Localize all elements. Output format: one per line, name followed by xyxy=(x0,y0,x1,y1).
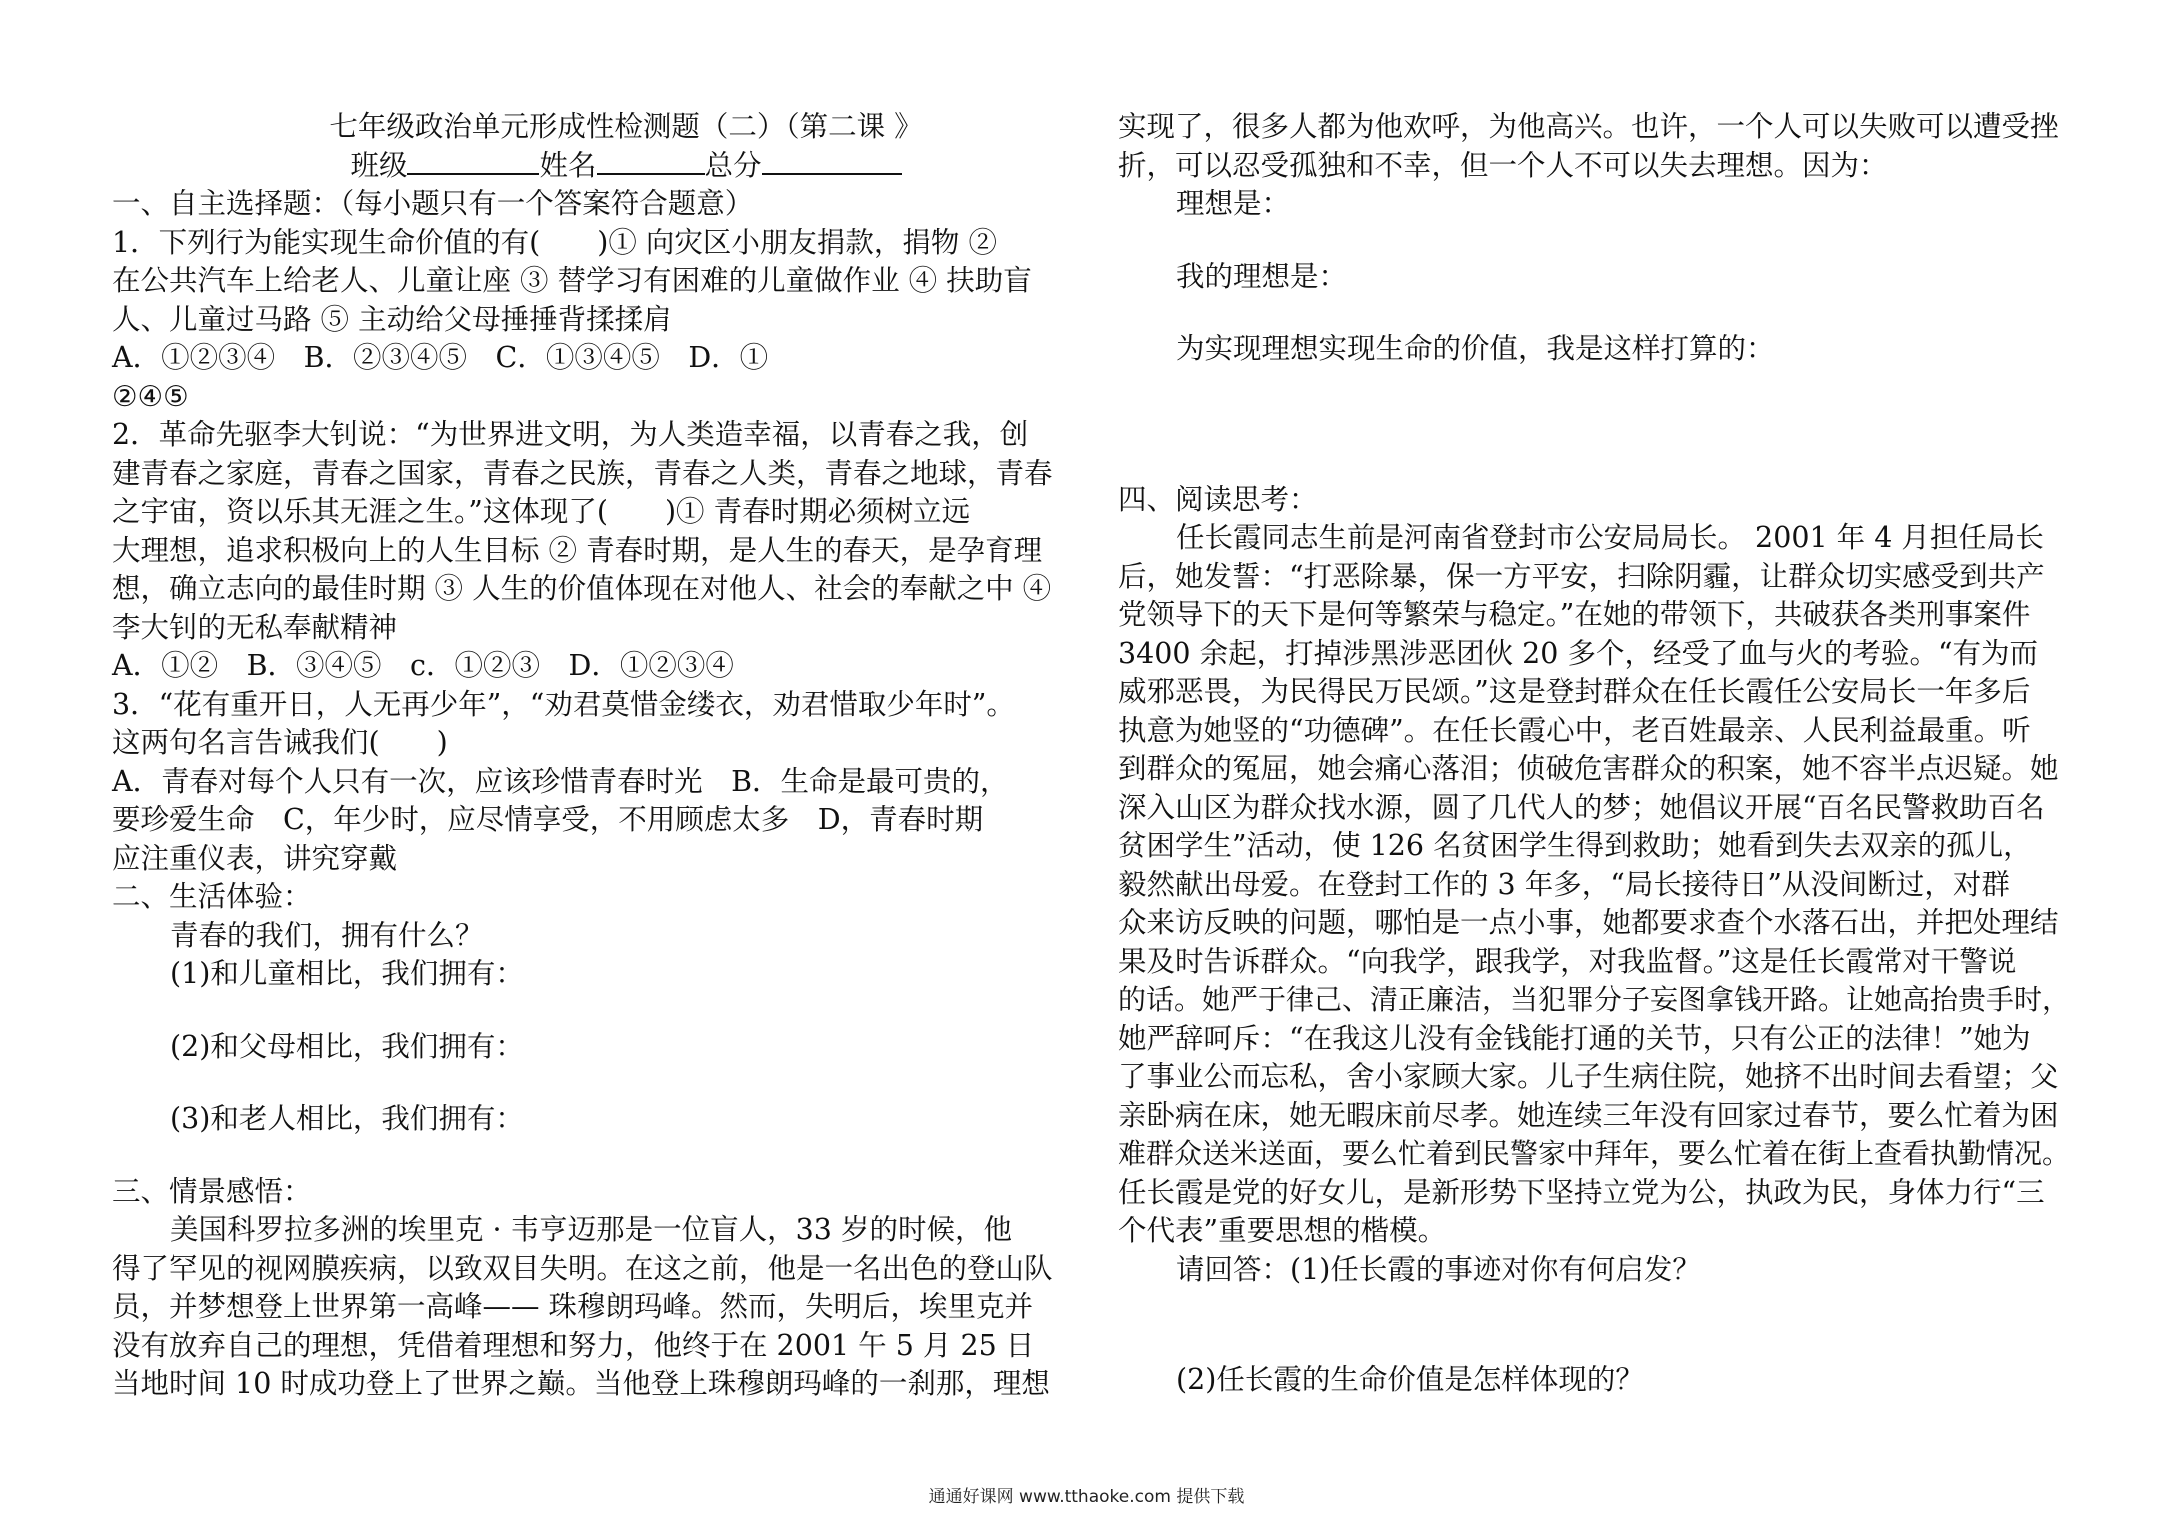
passage-text: 个代表”重要思想的楷模。 xyxy=(1118,1214,1447,1247)
question-text: 大理想，追求积极向上的人生目标 ② 青春时期，是人生的春天，是孕育理 xyxy=(112,533,1043,567)
right-column xyxy=(1118,108,2083,1400)
footer-credit: 通通好课网 www.tthaoke.com 提供下载 xyxy=(928,1487,1245,1507)
question-text: 3．“花有重开日，人无再少年”，“劝君莫惜金缕衣，劝君惜取少年时”。 xyxy=(112,687,1015,721)
question-text: 建青春之家庭，青春之国家，青春之民族，青春之人类，青春之地球，青春 xyxy=(112,456,1053,490)
prompt-item: 为实现理想实现生命的价值，我是这样打算的： xyxy=(1176,332,1775,365)
passage-text: 毅然献出母爱。在登封工作的 3 年多，“局长接待日”从没间断过，对群 xyxy=(1118,867,2010,901)
passage-text: 难群众送米送面，要么忙着到民警家中拜年，要么忙着在街上查看执勤情况。 xyxy=(1118,1137,2071,1170)
passage-text: 深入山区为群众找水源，圆了几代人的梦；她倡议开展“百名民警救助百名 xyxy=(1118,790,2045,824)
section-heading: 三、情景感悟： xyxy=(112,1174,312,1208)
passage-text: 得了罕见的视网膜疾病，以致双目失明。在这之前，他是一名出色的登山队 xyxy=(112,1251,1053,1285)
prompt-item: (3)和老人相比，我们拥有： xyxy=(170,1102,524,1135)
passage-text: 到群众的冤屈，她会痛心落泪；侦破危害群众的积案，她不容半点迟疑。她 xyxy=(1118,752,2059,785)
name-blank[interactable] xyxy=(597,147,705,175)
answer-options: ②④⑤ xyxy=(112,379,189,413)
prompt-item: 我的理想是： xyxy=(1176,259,1348,293)
score-blank[interactable] xyxy=(762,147,902,175)
answer-options: A．①②③④ B．②③④⑤ C．①③④⑤ D．① xyxy=(112,341,769,374)
page-title: 七年级政治单元形成性检测题（二）（第二课 》 xyxy=(329,110,923,143)
passage-text: 党领导下的天下是何等繁荣与稳定。”在她的带领下，共破获各类刑事案件 xyxy=(1118,598,2031,631)
class-blank[interactable] xyxy=(407,147,539,175)
prompt-item: 理想是： xyxy=(1176,187,1291,220)
passage-text: 任长霞是党的好女儿，是新形势下坚持立党为公，执政为民，身体力行“三 xyxy=(1118,1175,2045,1209)
answer-options: A．①② B．③④⑤ c．①②③ D．①②③④ xyxy=(112,649,734,682)
question-text: 请回答：(1)任长霞的事迹对你有何启发？ xyxy=(1176,1252,1701,1286)
passage-text: 了事业公而忘私，舍小家顾大家。儿子生病住院，她挤不出时间去看望；父 xyxy=(1118,1060,2059,1093)
passage-text: 后，她发誓：“打恶除暴，保一方平安，扫除阴霾，让群众切实感受到共产 xyxy=(1118,559,2045,593)
passage-text: 折，可以忍受孤独和不幸，但一个人不可以失去理想。因为： xyxy=(1118,148,1888,182)
passage-text: 亲卧病在床，她无暇床前尽孝。她连续三年没有回家过春节，要么忙着为困 xyxy=(1118,1098,2059,1132)
passage-text: 实现了，很多人都为他欢呼，为他高兴。也许，一个人可以失败可以遭受挫 xyxy=(1118,110,2059,143)
passage-text: 执意为她竖的“功德碑”。在任长霞心中，老百姓最亲、人民利益最重。听 xyxy=(1118,713,2031,747)
passage-text: 没有放弃自己的理想，凭借着理想和努力，他终于在 2001 午 5 月 25 日 xyxy=(112,1328,1035,1362)
passage-text: 的话。她严于律己、清正廉洁，当犯罪分子妄图拿钱开路。让她高抬贵手时， xyxy=(1118,983,2071,1016)
passage-text: 3400 余起，打掉涉黑涉恶团伙 20 多个，经受了血与火的考验。“有为而 xyxy=(1118,636,2039,670)
passage-text: 贫困学生”活动，使 126 名贫困学生得到救助；她看到失去双亲的孤儿， xyxy=(1118,829,2032,862)
prompt-item: (2)和父母相比，我们拥有： xyxy=(170,1029,524,1063)
prompt-item: (1)和儿童相比，我们拥有： xyxy=(170,957,524,990)
score-label: 总分 xyxy=(704,148,762,182)
passage-text: 果及时告诉群众。“向我学，跟我学，对我监督。”这是任长霞常对干警说 xyxy=(1118,944,2017,978)
question-text: 1．下列行为能实现生命价值的有( )① 向灾区小朋友捐款，捐物 ② xyxy=(112,225,997,259)
section-heading: 四、阅读思考： xyxy=(1118,482,1318,516)
passage-text: 当地时间 10 时成功登上了世界之巅。当他登上珠穆朗玛峰的一刹那，理想 xyxy=(112,1367,1050,1400)
name-label: 姓名 xyxy=(539,148,597,182)
section-heading: 二、生活体验： xyxy=(112,880,312,913)
student-info-line xyxy=(112,147,1080,186)
left-column xyxy=(112,108,1080,1404)
question-text: 之宇宙，资以乐其无涯之生。”这体现了( )① 青春时期必须树立远 xyxy=(112,495,971,528)
question-text: 2．革命先驱李大钊说：“为世界进文明，为人类造幸福，以青春之我，创 xyxy=(112,418,1029,451)
question-text: (2)任长霞的生命价值是怎样体现的？ xyxy=(1176,1363,1644,1396)
prompt-text: 青春的我们，拥有什么？ xyxy=(170,918,484,952)
question-text: 这两句名言告诫我们( ) xyxy=(112,726,448,759)
question-text: 在公共汽车上给老人、儿童让座 ③ 替学习有困难的儿童做作业 ④ 扶助盲 xyxy=(112,264,1032,297)
question-text: 想，确立志向的最佳时期 ③ 人生的价值体现在对他人、社会的奉献之中 ④ xyxy=(112,572,1052,605)
question-text: 李大钊的无私奉献精神 xyxy=(112,610,398,644)
answer-options: 应注重仪表，讲究穿戴 xyxy=(112,841,398,875)
section-heading: 一、自主选择题：（每小题只有一个答案符合题意） xyxy=(112,187,754,220)
passage-text: 美国科罗拉多洲的埃里克 · 韦亨迈那是一位盲人，33 岁的时候，他 xyxy=(170,1213,1013,1246)
answer-options: A．青春对每个人只有一次，应该珍惜青春时光 B．生命是最可贵的， xyxy=(112,764,1009,798)
class-label: 班级 xyxy=(350,148,408,182)
answer-options: 要珍爱生命 C，年少时，应尽情享受，不用顾虑太多 D，青春时期 xyxy=(112,803,984,836)
passage-text: 任长霞同志生前是河南省登封市公安局局长。 2001 年 4 月担任局长 xyxy=(1176,521,2044,554)
passage-text: 员，并梦想登上世界第一高峰—— 珠穆朗玛峰。然而，失明后，埃里克并 xyxy=(112,1290,1034,1323)
passage-text: 威邪恶畏，为民得民万民颂。”这是登封群众在任长霞任公安局长一年多后 xyxy=(1118,675,2031,708)
passage-text: 她严辞呵斥：“在我这儿没有金钱能打通的关节，只有公正的法律！”她为 xyxy=(1118,1021,2031,1055)
passage-text: 众来访反映的问题，哪怕是一点小事，她都要求查个水落石出，并把处理结 xyxy=(1118,906,2059,939)
question-text: 人、儿童过马路 ⑤ 主动给父母捶捶背揉揉肩 xyxy=(112,302,672,336)
